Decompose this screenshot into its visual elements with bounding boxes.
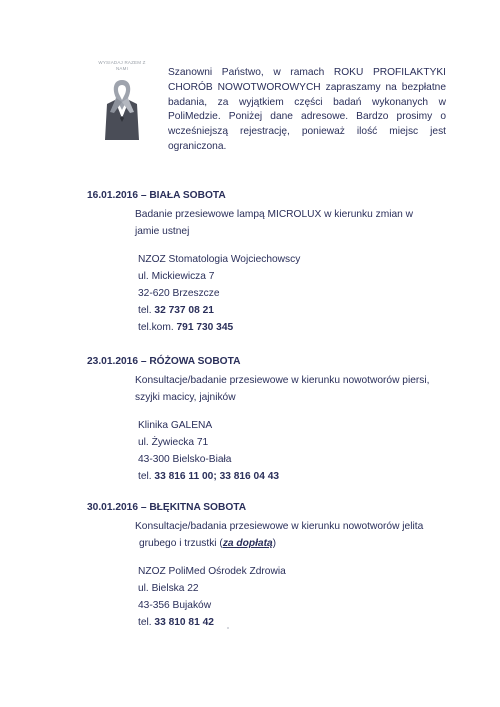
clinic-street: ul. Bielska 22 [138,583,199,594]
ribbon-icon [103,78,141,142]
event-description-line: szyjki macicy, jajników [135,392,236,403]
clinic-phone: 32 737 08 21 [154,305,214,316]
description-text: grubego i trzustki ( [139,538,223,549]
description-end: ) [272,538,277,549]
intro-paragraph: Szanowni Państwo, w ramach ROKU PROFILAKTYKI CHORÓB NOWOTWOROWYCH zapraszamy na bezpłatne badania, za wyjątkiem części badań wykonanych w PoliMedzie. Poniżej dane adresowe. Bardzo prosimy o wcześniejszą rejestrację, ponieważ ilość miejsc jest ograniczona. [168,67,446,152]
clinic-mobile-line [138,319,467,336]
clinic-mobile: 791 730 345 [176,322,234,333]
scan-speck [227,627,229,629]
clinic-city: 43-356 Bujaków [138,600,212,611]
event-date-title: 30.01.2016 – BŁĘKITNA SOBOTA [87,502,247,513]
clinic-address [138,417,467,485]
clinic-name: NZOZ PoliMed Ośrodek Zdrowia [138,566,286,577]
phone-label: tel. [138,617,155,628]
clinic-street: ul. Mickiewicza 7 [138,271,215,282]
phone-label: tel. [138,305,155,316]
event-description-line: Konsultacje/badanie przesiewowe w kierunku nowotworów piersi, [135,375,430,386]
clinic-phone-line [138,302,467,319]
clinic-address [138,563,467,631]
event-date-title: 23.01.2016 – RÓŻOWA SOBOTA [87,356,241,367]
clinic-phone: 33 810 81 42 [154,617,214,628]
event-section-3 [87,501,467,631]
event-description-line: jamie ustnej [135,226,190,237]
logo-text: WYSIADAJ RAZEM Z NAMI [98,60,146,71]
event-description [135,518,467,552]
clinic-name: Klinika GALENA [138,420,213,431]
clinic-name: NZOZ Stomatologia Wojciechowscy [138,254,301,265]
clinic-address [138,251,467,336]
clinic-city: 32-620 Brzeszcze [138,288,220,299]
event-description-line: Badanie przesiewowe lampą MICROLUX w kierunku zmian w [135,209,414,220]
event-description [135,206,467,240]
awareness-ribbon-logo [97,60,147,142]
clinic-city: 43-300 Bielsko-Biała [138,454,232,465]
event-section-2 [87,355,467,485]
event-description-line [139,535,467,552]
clinic-phone-line [138,468,467,485]
mobile-label: tel.kom. [138,322,177,333]
surcharge-note: za dopłatą [222,538,273,549]
event-section-1 [87,189,467,336]
event-description-line: Konsultacje/badania przesiewowe w kierunku nowotworów jelita [135,521,424,532]
clinic-phone: 33 816 11 00; 33 816 04 43 [154,471,280,482]
event-date-title: 16.01.2016 – BIAŁA SOBOTA [87,190,226,201]
event-description [135,372,467,406]
clinic-phone-line [138,614,467,631]
clinic-street: ul. Żywiecka 71 [138,437,209,448]
phone-label: tel. [138,471,155,482]
